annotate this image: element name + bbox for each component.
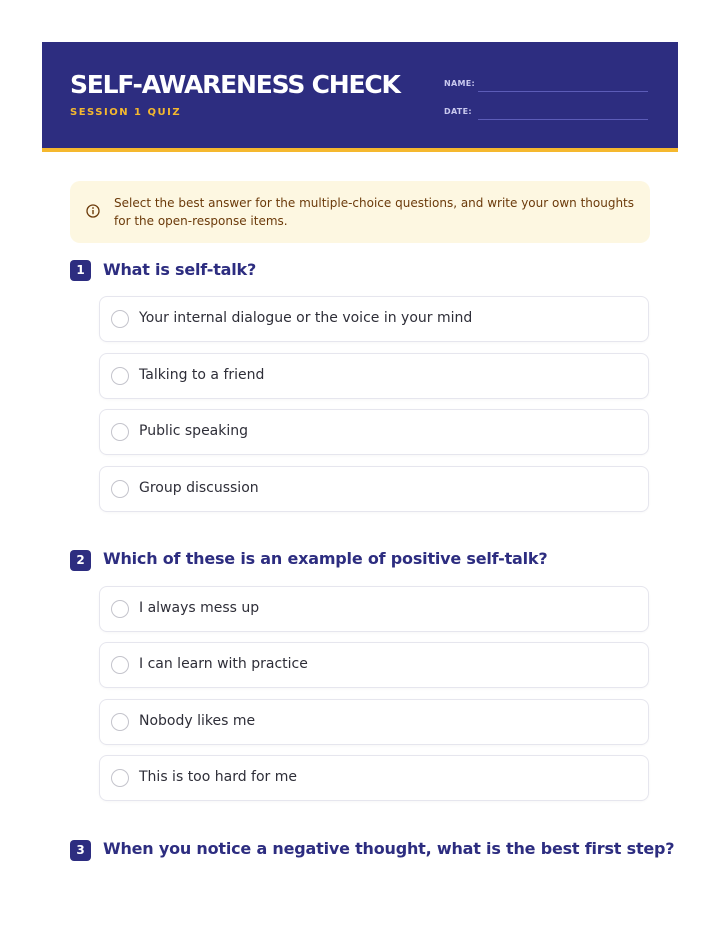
answer-option[interactable] — [99, 296, 649, 342]
option-label: Your internal dialogue or the voice in your mind — [139, 310, 473, 326]
quiz-header — [42, 42, 678, 152]
question-text: What is self-talk? — [103, 260, 257, 279]
answer-option[interactable] — [99, 586, 649, 632]
radio-button[interactable] — [111, 656, 129, 674]
answer-option[interactable] — [99, 353, 649, 399]
info-icon — [86, 204, 100, 218]
radio-button[interactable] — [111, 310, 129, 328]
date-label: DATE: — [444, 107, 472, 116]
option-label: This is too hard for me — [139, 769, 298, 785]
question-text: Which of these is an example of positive self-talk? — [103, 549, 548, 568]
instructions-text: Select the best answer for the multiple-choice questions, and write your own thoughts for the open-response items. — [114, 196, 635, 228]
option-label: Talking to a friend — [139, 367, 265, 383]
quiz-title: SELF-AWARENESS CHECK — [70, 70, 400, 99]
answer-option[interactable] — [99, 699, 649, 745]
radio-button[interactable] — [111, 480, 129, 498]
radio-button[interactable] — [111, 600, 129, 618]
option-label: Nobody likes me — [139, 713, 256, 729]
instructions-box — [70, 181, 650, 243]
option-label: Public speaking — [139, 423, 249, 439]
answer-option[interactable] — [99, 642, 649, 688]
question-number: 2 — [70, 550, 91, 571]
answer-option[interactable] — [99, 466, 649, 512]
name-label: NAME: — [444, 79, 476, 88]
question-text: When you notice a negative thought, what is the best first step? — [103, 839, 675, 858]
radio-button[interactable] — [111, 713, 129, 731]
radio-button[interactable] — [111, 367, 129, 385]
option-label: I always mess up — [139, 600, 260, 616]
question-number: 1 — [70, 260, 91, 281]
option-label: I can learn with practice — [139, 656, 308, 672]
quiz-subtitle: SESSION 1 QUIZ — [70, 107, 182, 118]
radio-button[interactable] — [111, 423, 129, 441]
question-number: 3 — [70, 840, 91, 861]
date-field[interactable] — [478, 119, 648, 120]
name-field[interactable] — [478, 91, 648, 92]
answer-option[interactable] — [99, 409, 649, 455]
radio-button[interactable] — [111, 769, 129, 787]
option-label: Group discussion — [139, 480, 259, 496]
answer-option[interactable] — [99, 755, 649, 801]
